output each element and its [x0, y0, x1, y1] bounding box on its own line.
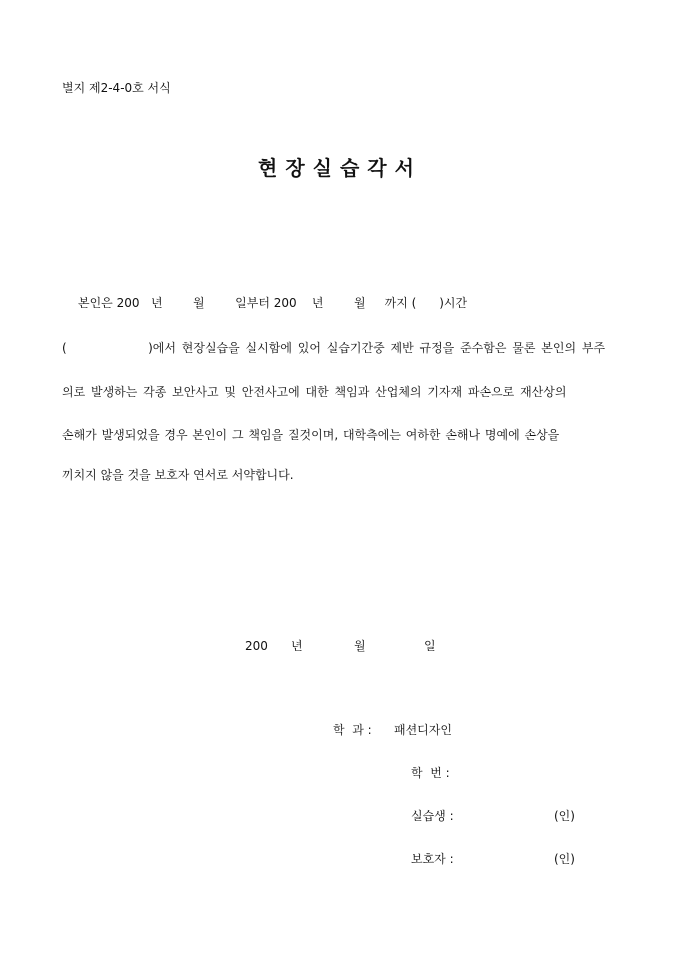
body-line-3: 의로 발생하는 각종 보안사고 및 안전사고에 대한 책임과 산업체의 기자재 파손으로 재산상의: [62, 385, 567, 399]
body-line-5: 끼치지 않을 것을 보호자 연서로 서약합니다.: [62, 468, 294, 482]
guardian-seal: (인): [554, 852, 575, 866]
student-seal: (인): [554, 809, 575, 823]
date-year: 200: [245, 639, 268, 653]
student-id-label: 학 번 :: [411, 766, 450, 780]
body-line-2: ( )에서 현장실습을 실시함에 있어 실습기간중 제반 규정을 준수함은 물론 본인의 부주: [62, 341, 606, 355]
form-number: 별지 제2-4-0호 서식: [62, 81, 171, 95]
date-year-unit: 년: [291, 639, 303, 653]
body-line-4: 손해가 발생되었을 경우 본인이 그 책임을 질것이며, 대학측에는 여하한 손해나 명예에 손상을: [62, 428, 560, 442]
department-value: 패션디자인: [394, 723, 452, 737]
body-line-1: 본인은 200 년 월 일부터 200 년 월 까지 ( )시간: [78, 296, 468, 310]
department-label: 학 과 :: [333, 723, 372, 737]
student-label: 실습생 :: [411, 809, 454, 823]
page-title: 현장실습각서: [258, 156, 422, 180]
date-month-unit: 월: [354, 639, 366, 653]
date-day-unit: 일: [424, 639, 436, 653]
guardian-label: 보호자 :: [411, 852, 454, 866]
